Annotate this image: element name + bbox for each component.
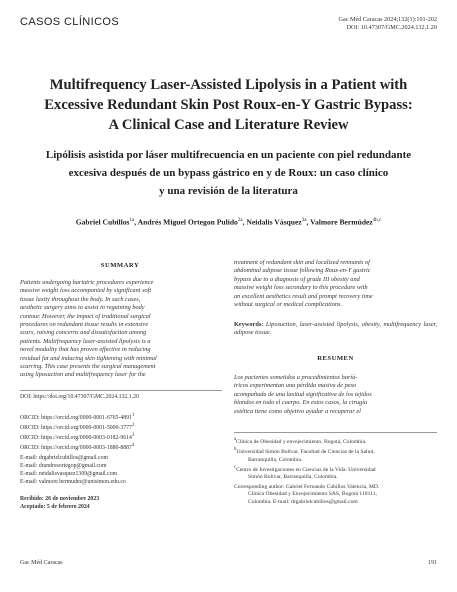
correspondence-line: Colombia. E-mail: drgabrielcubillos@gmail.com	[248, 498, 358, 505]
orcid-entry[interactable]	[20, 422, 222, 432]
summary-line: an excellent aesthetics result and prompt recovery time	[234, 292, 373, 300]
title-es-line: y una revisión de la literatura	[159, 185, 298, 197]
author-affiliation-mark: 1a	[129, 218, 135, 223]
summary-line: scars, raising concerns and dissatisfaction among	[20, 329, 147, 337]
title-en-line: Excessive Redundant Skin Post Roux-en-Y Gastric Bypass:	[44, 97, 413, 113]
article-title-es	[10, 146, 447, 200]
summary-line: using liposuction and multifrequency laser for the	[20, 371, 146, 379]
affiliation-text: Clínica de Obesidad y envejecimiento, Bogotá, Colombia.	[236, 438, 367, 445]
email-entry[interactable]: E-mail: neidalisvasquez1309@gmail.com	[20, 471, 118, 477]
section-label: CASOS CLÍNICOS	[20, 16, 120, 28]
email-entry[interactable]: E-mail: drandresortegop@gmail.com	[20, 463, 107, 469]
author-affiliation-mark: 4b,c	[372, 218, 382, 223]
correspondence-block	[234, 484, 437, 506]
orcid-link[interactable]: ORCID: https://orcid.org/0000-0003-1880-8887	[20, 444, 132, 451]
summary-text	[20, 279, 222, 380]
orcid-link[interactable]: ORCID: https://orcid.org/0000-0003-0182-9614	[20, 434, 132, 441]
author-name: Gabriel Cubillos	[75, 217, 130, 227]
correspondence-line: Corresponding author: Gabriel Fernando Cubillos Valencia, MD.	[234, 484, 380, 490]
keywords-text: Liposuction, laser-assisted lipolysis, obesity, multifrequency laser, adipose tissue.	[234, 321, 437, 337]
orcid-link[interactable]: ORCID: https://orcid.org/0000-0001-5000-3777	[20, 424, 132, 431]
summary-line: massive weight loss accompanied by significant soft	[20, 287, 152, 295]
correspondence-line: Clínica Obesidad y Envejecimiento SAS, Bogotá 110111,	[248, 491, 377, 498]
summary-line: abdominal adipose tissue following Roux-en-Y gastric	[234, 267, 371, 275]
article-title-en	[10, 75, 447, 135]
affiliation-continuation: Simón Bolívar, Barranquilla, Colombia.	[248, 474, 338, 481]
resumen-text	[234, 374, 437, 416]
affiliation-mark: b	[234, 447, 237, 453]
affiliation-continuation: Barranquilla, Colombia.	[248, 456, 303, 463]
affiliation-text: Centro de Investigaciones en Ciencias de la Vida. Universidad	[236, 466, 376, 473]
doi-link[interactable]: DOI: https://doi.org/10.47307/GMC.2024.132.1.20	[20, 394, 139, 400]
keywords-label: Keywords:	[234, 321, 264, 328]
author-affiliation-mark: 3a	[301, 218, 307, 223]
orcid-entry[interactable]	[20, 412, 222, 422]
affiliation-mark: a	[234, 437, 237, 442]
resumen-line: tricos experimentan una pérdida masiva de peso	[234, 382, 357, 390]
resumen-line: blandos en todo el cuerpo. En estos casos, la cirugía	[234, 399, 368, 407]
page-number: 191	[428, 560, 437, 566]
summary-line: without surgical or medical complications.	[234, 301, 343, 309]
affiliation-entry	[234, 464, 437, 474]
divider	[234, 432, 437, 433]
author-affiliation-mark: 2a	[237, 218, 243, 223]
orcid-mark: 1	[131, 413, 135, 418]
summary-line: aesthetic surgery aims to assist in regaining body	[20, 304, 145, 312]
summary-heading: SUMMARY	[100, 262, 140, 269]
divider	[20, 390, 222, 391]
title-en-line: A Clinical Case and Literature Review	[108, 117, 349, 133]
orcid-list	[20, 412, 222, 452]
resumen-line: estética tiene como objetivo ayudar a recuperar el	[234, 407, 361, 415]
journal-citation	[237, 16, 437, 32]
summary-line: treatment of redundant skin and localized remnants of	[234, 259, 370, 266]
resumen-line: Los pacientes sometidos a procedimientos baríá-	[234, 374, 358, 381]
email-entry[interactable]: E-mail: valmore.bermudez@unisimon.edu.co	[20, 479, 126, 485]
received-date: Recibido: 26 de noviembre 2023	[20, 496, 100, 502]
summary-line: residual fat and inducing skin tightening with minimal	[20, 354, 157, 362]
author-name: Valmore Bermúdez	[310, 217, 373, 227]
summary-line: novel modality that has proven effective in reducing	[20, 346, 151, 354]
summary-line: patients. Multifrequency laser-assisted lipolysis is a	[20, 337, 151, 345]
doi-header-line: DOI: 10.47307/GMC.2024.132.1.20	[346, 24, 437, 31]
accepted-date: Aceptado: 5 de febrero 2024	[20, 504, 90, 510]
resumen-heading: RESUMEN	[317, 355, 354, 362]
title-es-line: Lipólisis asistida por láser multifrecuencia en un paciente con piel redundante	[45, 149, 412, 161]
summary-line: tissue laxity throughout the body. In such cases,	[20, 295, 141, 303]
orcid-link[interactable]: ORCID: https://orcid.org/0000-0001-6765-4891	[20, 414, 132, 421]
affiliation-text: Universidad Simón Bolívar. Facultad de Ciencias de la Salud,	[236, 449, 375, 456]
email-entry[interactable]: E-mail: drgabrielcubillos@gmail.com	[20, 455, 108, 461]
email-list	[20, 454, 222, 486]
orcid-entry[interactable]	[20, 442, 222, 452]
orcid-mark: 2	[131, 422, 135, 428]
footer-journal-name: Gac Méd Caracas	[20, 560, 63, 566]
affiliation-list	[234, 436, 437, 482]
affiliation-entry	[234, 436, 437, 446]
summary-line: massive weight loss secondary to this procedure with	[234, 284, 368, 292]
title-es-line: excesiva después de un bypass gástrico en y de Roux: un caso clínico	[68, 167, 389, 179]
keywords	[234, 321, 437, 338]
orcid-mark: 3	[131, 432, 135, 438]
summary-line: Patients undergoing bariatric procedures experience	[20, 279, 154, 286]
author-name: Andrés Miguel Ortegon Pulido	[137, 217, 238, 227]
affiliation-entry	[234, 446, 437, 456]
author-list: Gabriel Cubillos$^{1a}$, Andrés Miguel Ortegon Pulido$^{2a}$, Neidalis Vásquez$^{3a}$, Valmore Bermúdez$^{4b,c}$	[75, 217, 382, 227]
orcid-mark: 4	[131, 442, 135, 448]
journal-citation-line: Gac Méd Caracas 2024;132(1):191-202	[338, 16, 437, 23]
summary-line: procedures on redundant tissue results in extensive	[20, 321, 149, 329]
summary-line: bypass due to a diagnosis of grade III obesity and	[234, 275, 360, 283]
orcid-entry[interactable]	[20, 432, 222, 442]
summary-line: scarring. This case presents the surgical management	[20, 363, 156, 371]
summary-line: contour. However, the impact of traditional surgical	[20, 312, 151, 320]
author-name: Neidalis Vásquez	[246, 217, 302, 227]
affiliation-mark: c	[234, 464, 237, 470]
dates-block	[20, 495, 222, 511]
title-en-line: Multifrequency Laser-Assisted Lipolysis in a Patient with	[49, 77, 408, 93]
summary-continuation	[234, 259, 437, 309]
resumen-line: acompañada de una laxitud significativa de los tejidos	[234, 390, 372, 398]
